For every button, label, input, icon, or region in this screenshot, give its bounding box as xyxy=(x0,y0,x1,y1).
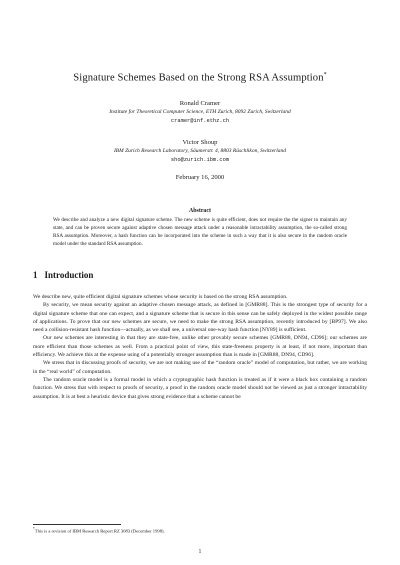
body-paragraph: Our new schemes are interesting in that they are state-free, unlike other provably secure schemes [GMR88, DN94, CD96]; our schemes are more efficient than those schemes as well. From a practical point of view, this state-freeness property is at least, if not more, important than efficiency. We achieve this at the expense using of a potentially stronger assumption than is made in [GMR88, DN94, CD96]. xyxy=(33,335,367,359)
author-name-1: Ronald Cramer xyxy=(179,100,221,107)
footnote-divider xyxy=(33,524,121,525)
section-heading xyxy=(33,270,93,281)
section-title: Introduction xyxy=(44,270,94,280)
author-affiliation-1: Institute for Theoretical Computer Science, ETH Zurich, 8092 Zurich, Switzerland xyxy=(109,109,291,115)
author-name-2: Victor Shoup xyxy=(182,139,218,146)
paper-title-text: Signature Schemes Based on the Strong RSA Assumption xyxy=(73,72,324,84)
footnote-text: This is a revision of IBM Research Report RZ 3083 (December 1998). xyxy=(34,528,165,534)
author-email-2[interactable]: sho@zurich.ibm.com xyxy=(170,157,230,163)
section-body xyxy=(33,293,367,401)
author-email-1[interactable]: cramer@inf.ethz.ch xyxy=(170,118,230,124)
author-affiliation-2: IBM Zurich Research Laboratory, Säumerstr. 4, 8803 Rüschlikon, Switzerland xyxy=(113,148,287,154)
body-paragraph: We describe new, quite efficient digital signature schemes whose security is based on the strong RSA assumption. xyxy=(33,294,288,300)
body-paragraph: We stress that in discussing proofs of security, we are not making use of the “random oracle” model of computation, but rather, we are working in the “real world” of computation. xyxy=(33,360,367,375)
body-paragraph: The random oracle model is a formal model in which a cryptographic hash function is treated as if it were a black box containing a random function. We stress that with respect to proofs of security, a proof in the random oracle model should not be viewed as just a stronger intractability assumption. It is at best a heuristic device that gives strong evidence that a scheme cannot be xyxy=(33,376,367,400)
body-paragraph: By security, we mean security against an adaptive chosen message attack, as defined in [GMR88]. This is the strongest type of security for a digital signature scheme that one can expect, and a signature scheme that is secure in this sense can be safely deployed in the widest possible range of applications. To prove that our new schemes are secure, we need to make the strong RSA assumption, recently introduced by [BP97]. We also need a collision-resistant hash function—actually, as we shall see, a universal one-way hash function [NY89] is sufficient. xyxy=(33,302,367,334)
paper-date: February 16, 2000 xyxy=(175,174,225,181)
abstract-heading: Abstract xyxy=(189,208,211,214)
section-number: 1 xyxy=(33,270,38,280)
page-number: 1 xyxy=(198,549,202,555)
title-footnote-mark: * xyxy=(323,72,327,78)
paper-title xyxy=(30,69,370,85)
footnote-mark: * xyxy=(33,527,35,531)
abstract-text: We describe and analyze a new digital signature scheme. The new scheme is quite efficient, does not require the the signer to maintain any state, and can be proven secure against adaptive chosen message attack under a reasonable intractability assumption, the so-called strong RSA assumption. Moreover, a hash function can be incorporated into the scheme in such a way that it is also secure in the random oracle model under the standard RSA assumption. xyxy=(53,217,347,247)
footnote xyxy=(33,526,367,535)
